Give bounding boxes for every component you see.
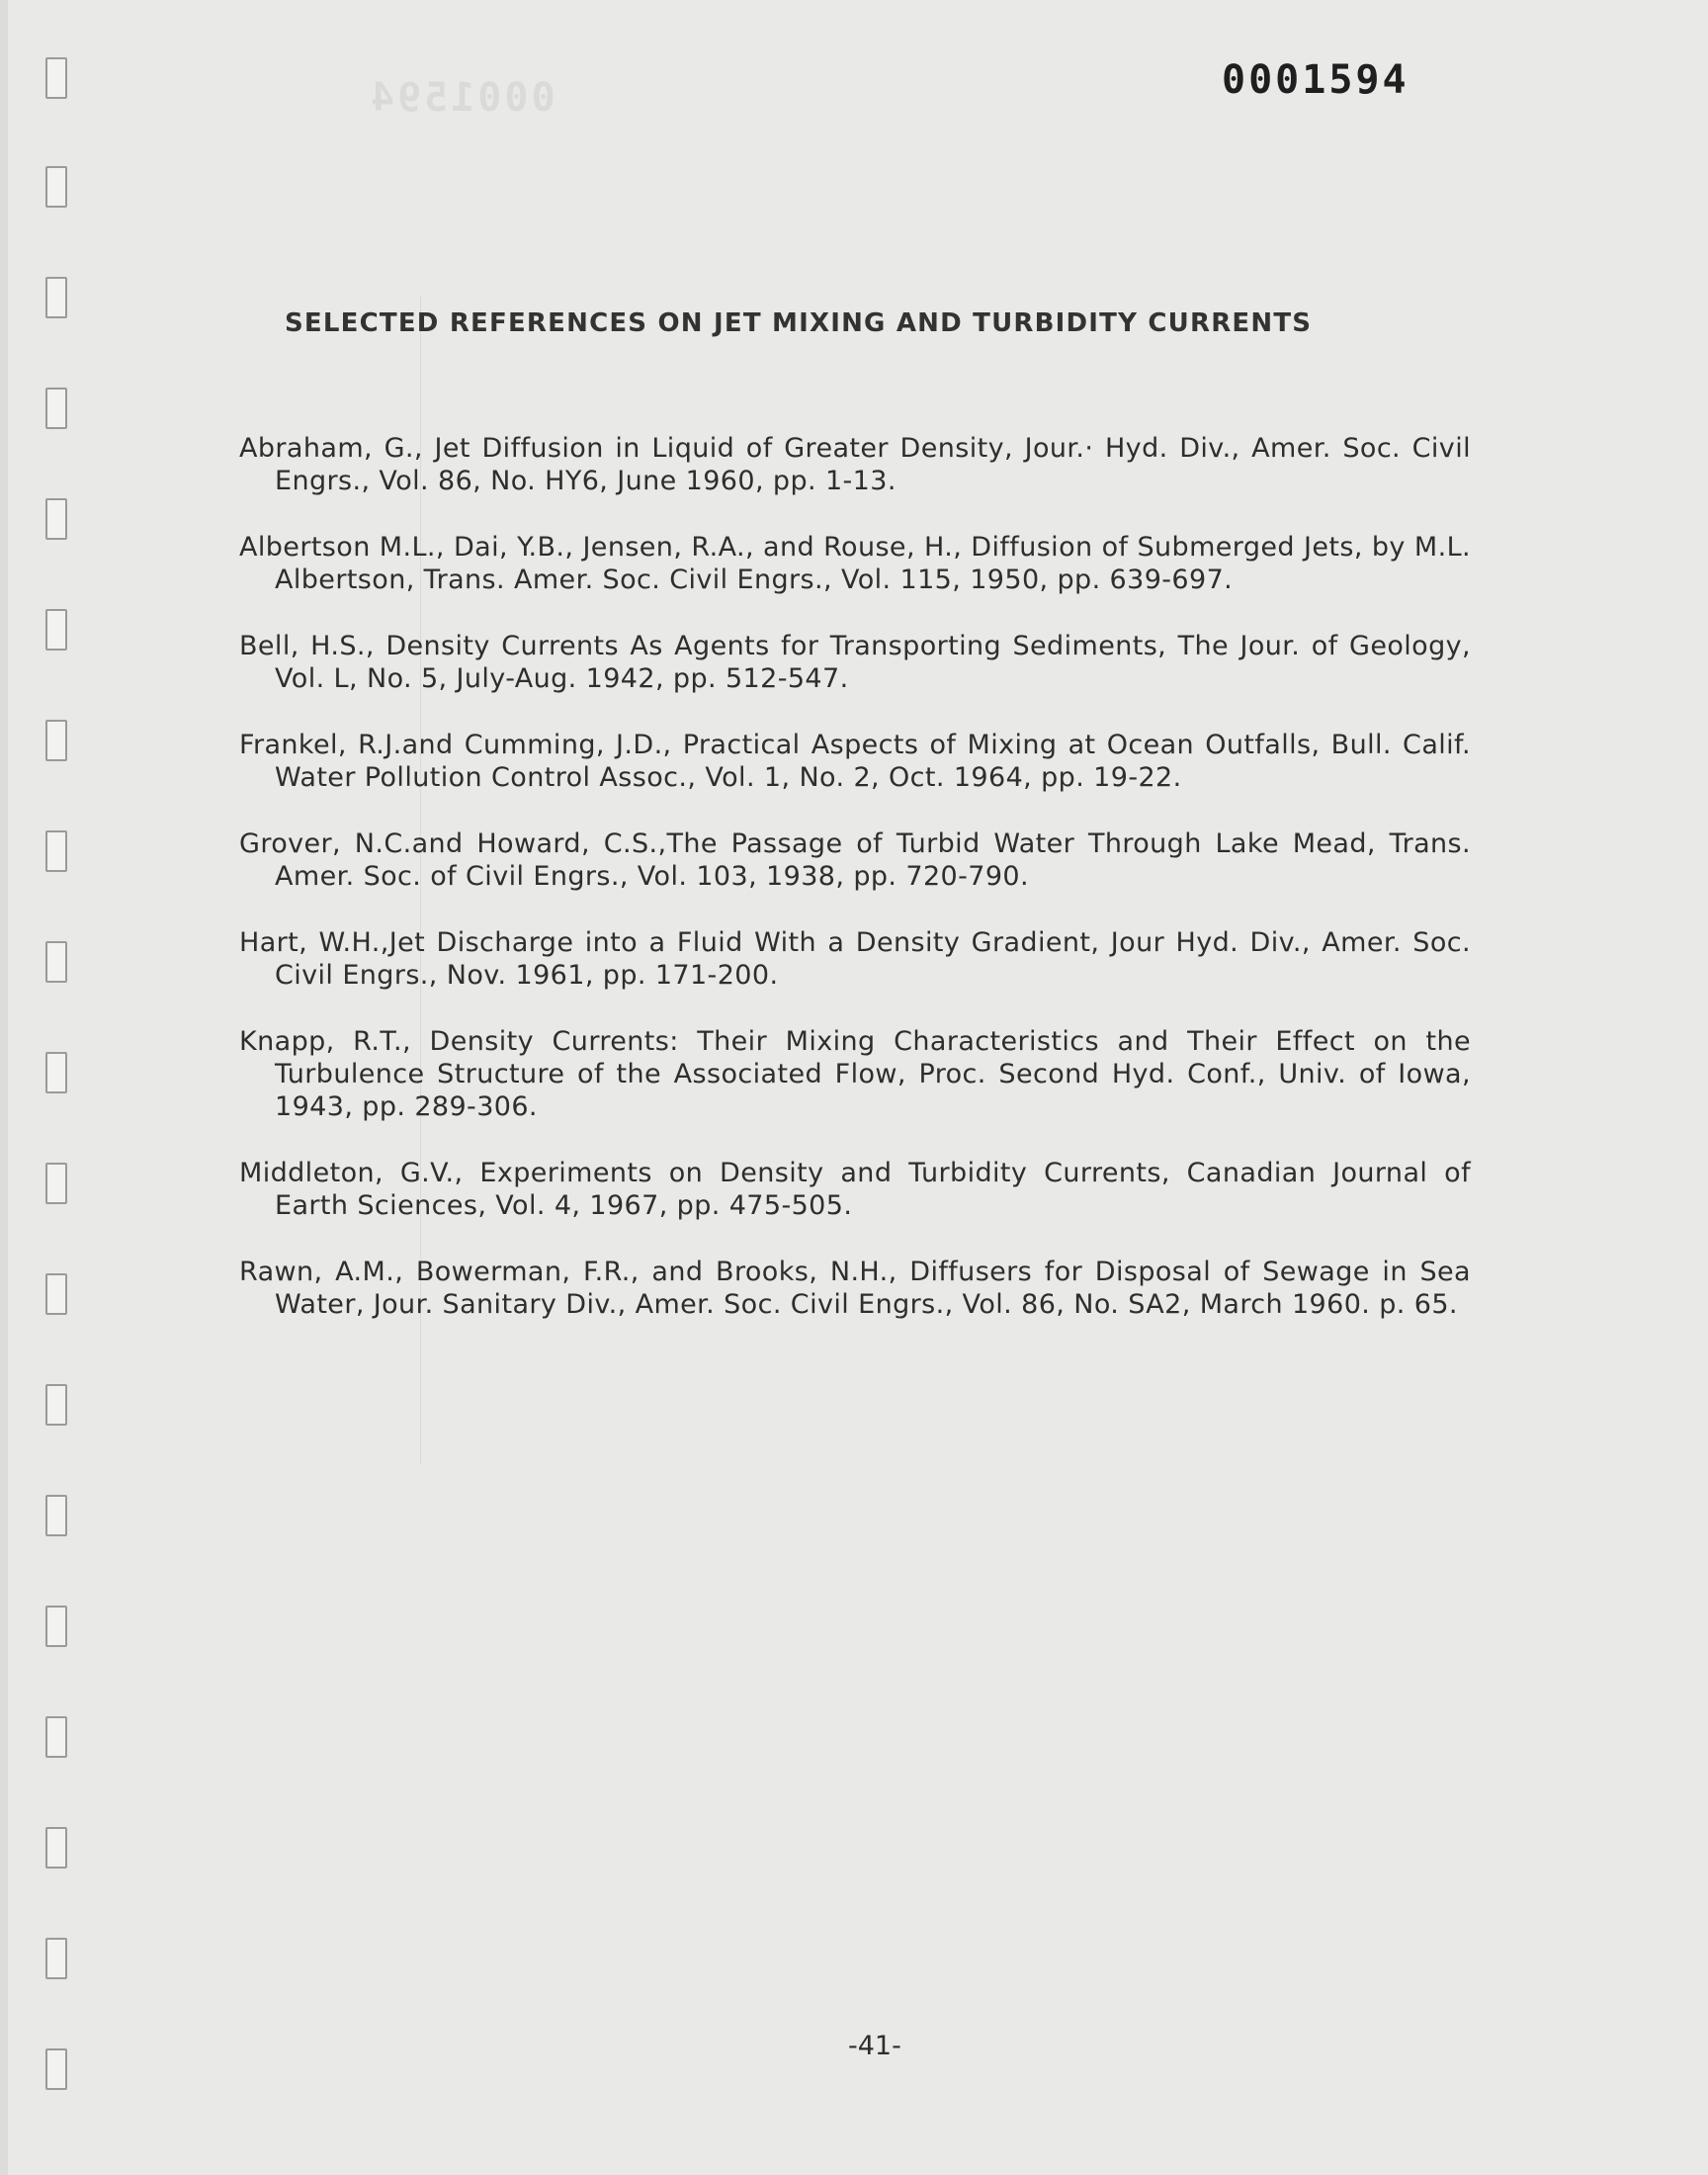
page-title: SELECTED REFERENCES ON JET MIXING AND TURBIDITY CURRENTS [285, 308, 1313, 338]
binder-hole [45, 1606, 67, 1647]
binder-hole [45, 1938, 67, 1979]
binder-hole [45, 277, 67, 318]
binder-hole [45, 1163, 67, 1204]
binder-hole [45, 1716, 67, 1758]
reference-item: Middleton, G.V., Experiments on Density and Turbidity Currents, Canadian Journal of Earth Sciences, Vol. 4, 1967, pp. 475-505. [239, 1158, 1471, 1221]
binder-hole [45, 166, 67, 208]
binder-hole [45, 1827, 67, 1869]
page-number: -41- [848, 2031, 901, 2061]
reference-item: Grover, N.C.and Howard, C.S.,The Passage of Turbid Water Through Lake Mead, Trans. Amer. Soc. of Civil Engrs., Vol. 103, 1938, pp. 720-790. [239, 828, 1471, 892]
document-id-bleedthrough: 0001594 [368, 75, 555, 121]
binder-hole [45, 1273, 67, 1315]
binder-hole [45, 57, 67, 99]
binder-hole [45, 609, 67, 651]
binder-hole [45, 720, 67, 761]
binder-hole [45, 1052, 67, 1093]
binder-hole [45, 388, 67, 429]
reference-item: Knapp, R.T., Density Currents: Their Mixing Characteristics and Their Effect on the Turbulence Structure of the Associated Flow, Proc. Second Hyd. Conf., Univ. of Iowa, 1943, pp. 289-306. [239, 1026, 1471, 1122]
binder-hole [45, 830, 67, 872]
binder-hole [45, 498, 67, 540]
reference-list [239, 405, 1471, 1354]
binder-hole [45, 1384, 67, 1426]
reference-item: Hart, W.H.,Jet Discharge into a Fluid With a Density Gradient, Jour Hyd. Div., Amer. Soc. Civil Engrs., Nov. 1961, pp. 171-200. [239, 927, 1471, 991]
binder-hole [45, 2048, 67, 2090]
reference-item: Frankel, R.J.and Cumming, J.D., Practical Aspects of Mixing at Ocean Outfalls, Bull. Calif. Water Pollution Control Assoc., Vol. 1, No. 2, Oct. 1964, pp. 19-22. [239, 730, 1471, 793]
document-id-stamp: 0001594 [1222, 57, 1409, 103]
reference-item: Bell, H.S., Density Currents As Agents for Transporting Sediments, The Jour. of Geology, Vol. L, No. 5, July-Aug. 1942, pp. 512-547. [239, 631, 1471, 694]
reference-item: Rawn, A.M., Bowerman, F.R., and Brooks, N.H., Diffusers for Disposal of Sewage in Sea Water, Jour. Sanitary Div., Amer. Soc. Civil Engrs., Vol. 86, No. SA2, March 1960. p. 65. [239, 1257, 1471, 1320]
reference-item: Abraham, G., Jet Diffusion in Liquid of Greater Density, Jour.· Hyd. Div., Amer. Soc. Civil Engrs., Vol. 86, No. HY6, June 1960, pp. 1-13. [239, 433, 1471, 496]
page-edge [0, 0, 8, 2175]
binder-hole [45, 941, 67, 983]
binder-hole [45, 1495, 67, 1536]
reference-item: Albertson M.L., Dai, Y.B., Jensen, R.A., and Rouse, H., Diffusion of Submerged Jets, by M.L. Albertson, Trans. Amer. Soc. Civil Engrs., Vol. 115, 1950, pp. 639-697. [239, 532, 1471, 595]
